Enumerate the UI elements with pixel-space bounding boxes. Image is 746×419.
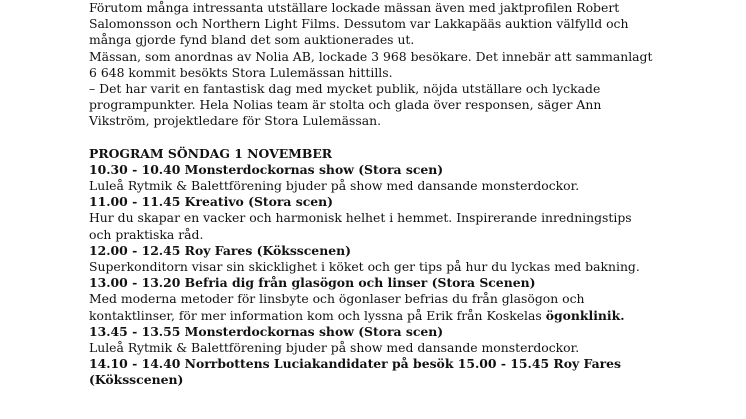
program-item-description: Luleå Rytmik & Balettförening bjuder på show med dansande monsterdockor. — [89, 339, 580, 355]
program-item-title: 14.10 - 14.40 Norrbottens Luciakandidater på besök 15.00 - 15.45 Roy Fares — [89, 356, 622, 372]
program-item-description: Hur du skapar en vacker och harmonisk helhet i hemmet. Inspirerande inredningstips — [89, 210, 632, 226]
paragraph-quote-line: – Det har varit en fantastisk dag med mycket publik, nöjda utställare och lyckade — [89, 80, 601, 96]
program-item-title: (Köksscenen) — [89, 372, 184, 388]
program-item-title: 13.00 - 13.20 Befria dig från glasögon och linser (Stora Scenen) — [89, 275, 536, 291]
program-item-description: Superkonditorn visar sin skicklighet i köket och ger tips på hur du lyckas med bakning. — [89, 259, 640, 274]
program-item-description: och praktiska råd. — [89, 226, 204, 242]
program-item-title: 12.00 - 12.45 Roy Fares (Köksscenen) — [89, 242, 351, 258]
program-item-title: 13.45 - 13.55 Monsterdockornas show (Stora scen) — [89, 323, 444, 339]
paragraph-visitors-line: Mässan, som anordnas av Nolia AB, lockade 3 968 besökare. Det innebär att sammanlagt — [89, 48, 653, 64]
program-item-title: 11.00 - 11.45 Kreativo (Stora scen) — [89, 194, 334, 210]
paragraph-intro-line: Förutom många intressanta utställare lockade mässan även med jaktprofilen Robert — [89, 0, 620, 15]
program-heading: PROGRAM SÖNDAG 1 NOVEMBER — [89, 145, 333, 161]
program-item-description-text: kontaktlinser, för mer information kom och lyssna på Erik från Koskelas — [89, 307, 546, 323]
program-item-title: 10.30 - 10.40 Monsterdockornas show (Stora scen) — [89, 161, 444, 177]
program-item-description: Med moderna metoder för linsbyte och ögonlaser befrias du från glasögon och — [89, 291, 585, 307]
paragraph-spacer — [89, 130, 729, 146]
paragraph-quote-line: programpunkter. Hela Nolias team är stolta och glada över responsen, säger Ann — [89, 97, 602, 113]
ogonklinik-link[interactable]: ögonklinik. — [545, 307, 625, 323]
program-item-description — [89, 308, 729, 324]
program-item-description: Luleå Rytmik & Balettförening bjuder på show med dansande monsterdockor. — [89, 178, 580, 194]
paragraph-quote-line: Vikström, projektledare för Stora Lulemässan. — [89, 113, 382, 129]
paragraph-visitors-line: 6 648 kommit besökts Stora Lulemässan hittills. — [89, 64, 393, 80]
paragraph-intro-line: Salomonsson och Northern Light Films. Dessutom var Lakkapääs auktion välfylld och — [89, 16, 629, 32]
document-body — [89, 0, 729, 389]
paragraph-intro-line: många gjorde fynd bland det som auktionerades ut. — [89, 32, 415, 48]
